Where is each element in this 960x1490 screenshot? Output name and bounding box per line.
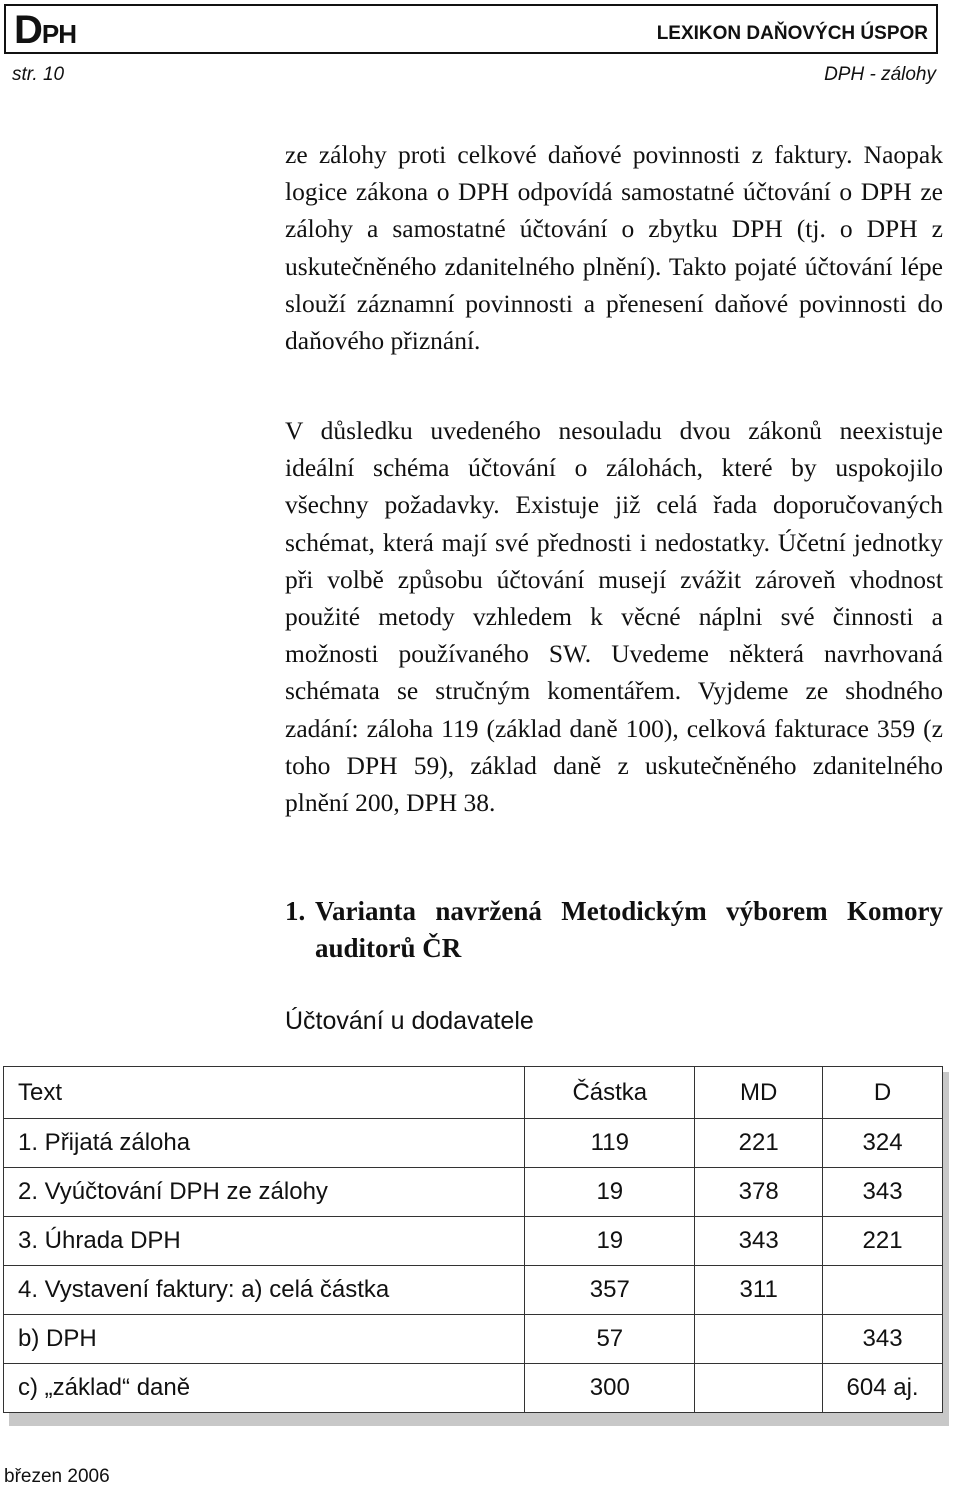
header-amount: Částka (525, 1067, 695, 1119)
section-title: DPH - zálohy (824, 64, 936, 85)
row-text: 4. Vystavení faktury: a) celá částka (4, 1266, 525, 1315)
header-box (4, 4, 938, 54)
row-amount: 19 (525, 1217, 695, 1266)
table-row (4, 1217, 943, 1266)
table-caption: Účtování u dodavatele (285, 1007, 534, 1035)
publication-title: LEXIKON DAŇOVÝCH ÚSPOR (656, 23, 928, 44)
row-md: 343 (695, 1217, 823, 1266)
row-d: 221 (823, 1217, 943, 1266)
row-md (695, 1315, 823, 1364)
row-amount: 119 (525, 1119, 695, 1168)
table-header-row (4, 1067, 943, 1119)
row-text: 2. Vyúčtování DPH ze zálohy (4, 1168, 525, 1217)
section-heading (285, 893, 943, 967)
accounting-table (3, 1066, 943, 1413)
row-amount: 57 (525, 1315, 695, 1364)
table-row (4, 1266, 943, 1315)
row-md: 221 (695, 1119, 823, 1168)
table-row (4, 1168, 943, 1217)
heading-text: Varianta navržená Metodickým výborem Komory auditorů ČR (315, 896, 943, 963)
row-d: 324 (823, 1119, 943, 1168)
row-md (695, 1364, 823, 1413)
row-md: 378 (695, 1168, 823, 1217)
row-amount: 19 (525, 1168, 695, 1217)
row-d: 343 (823, 1168, 943, 1217)
header-text: Text (4, 1067, 525, 1119)
footer-date: březen 2006 (4, 1466, 110, 1487)
row-text: b) DPH (4, 1315, 525, 1364)
table-row (4, 1315, 943, 1364)
page-number: str. 10 (12, 64, 65, 85)
paragraph-2: V důsledku uvedeného nesouladu dvou zákonů neexistuje ideální schéma účtování o zálohách, které by uspokojilo všechny požadavky. Existuje již celá řada doporučovaných schémat, která mají své přednosti i nedostatky. Účetní jednotky při volbě způsobu účtování musejí zvážit zároveň vhodnost použité metody vzhledem k věcné náplni své činnosti a možnosti používaného SW. Uvedeme některá navrhovaná schémata se stručným komentářem. Vyjdeme ze shodného zadání: záloha 119 (základ daně 100), celková fakturace 359 (z toho DPH 59), základ daně z uskutečněného zdanitelného plnění 200, DPH 38. (285, 416, 943, 818)
publication-logo (14, 10, 76, 50)
row-text: c) „základ“ daně (4, 1364, 525, 1413)
heading-number: 1. (285, 896, 306, 926)
row-d: 343 (823, 1315, 943, 1364)
row-d (823, 1266, 943, 1315)
logo-suffix: PH (41, 19, 77, 49)
row-amount: 357 (525, 1266, 695, 1315)
row-amount: 300 (525, 1364, 695, 1413)
accounting-table-wrap (3, 1066, 943, 1413)
table-row (4, 1364, 943, 1413)
row-d: 604 aj. (823, 1364, 943, 1413)
header-d: D (823, 1067, 943, 1119)
row-md: 311 (695, 1266, 823, 1315)
paragraph-1: ze zálohy proti celkové daňové povinnosti z faktury. Naopak logice zákona o DPH odpovídá samostatné účtování o DPH ze zálohy a samostatné účtování o zbytku DPH (tj. o DPH z uskutečněného zdanitelného plnění). Takto pojaté účtování lépe slouží záznamní povinnosti a přenesení daňové povinnosti do daňového přiznání. (285, 140, 943, 356)
table-row (4, 1119, 943, 1168)
header-md: MD (695, 1067, 823, 1119)
row-text: 1. Přijatá záloha (4, 1119, 525, 1168)
row-text: 3. Úhrada DPH (4, 1217, 525, 1266)
logo-letter: D (14, 8, 42, 52)
